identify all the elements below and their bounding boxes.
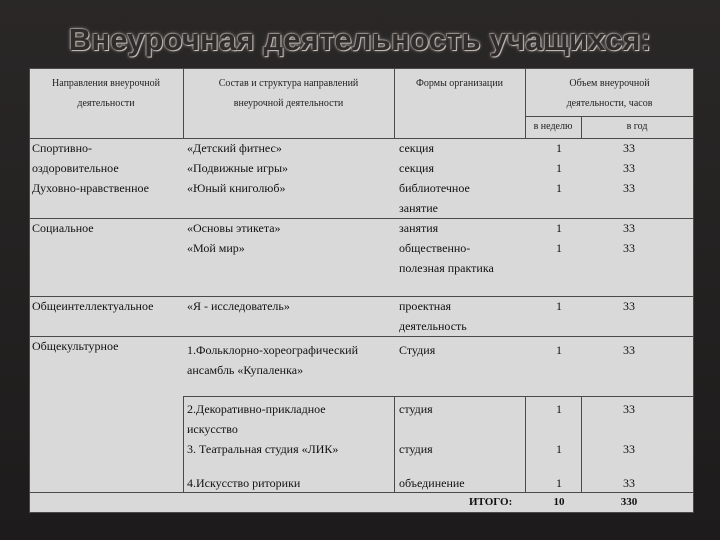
- slide-title: Внеурочная деятельность учащихся:: [68, 22, 652, 57]
- form-8: студия: [399, 402, 433, 416]
- week-6: 1: [556, 299, 562, 313]
- form-6b: деятельность: [399, 319, 467, 333]
- total-label: ИТОГО:: [469, 496, 513, 508]
- header-per-week: в неделю: [533, 121, 573, 132]
- year-8: 33: [623, 402, 635, 416]
- program-3: «Юный книголюб»: [187, 181, 286, 195]
- week-8: 1: [556, 402, 562, 416]
- direction-social: Социальное: [32, 221, 94, 235]
- total-year: 330: [620, 496, 638, 508]
- extracurricular-table: [29, 68, 694, 513]
- year-7: 33: [623, 343, 635, 357]
- program-1: «Детский фитнес»: [187, 141, 282, 155]
- direction-moral: Духовно-нравственное: [32, 181, 149, 195]
- header-direction: Направления внеурочной деятельности: [52, 78, 160, 109]
- program-7b: ансамбль «Купаленка»: [187, 363, 304, 377]
- program-7a: 1.Фольклорно-хореографический: [187, 343, 358, 357]
- form-4: занятия: [399, 221, 439, 235]
- program-10: 4.Искусство риторики: [187, 476, 301, 490]
- form-9: студия: [399, 442, 433, 456]
- year-3: 33: [623, 181, 635, 195]
- program-8b: искусство: [187, 422, 238, 436]
- total-week: 10: [553, 496, 565, 508]
- program-2: «Подвижные игры»: [187, 161, 289, 175]
- program-8a: 2.Декоративно-прикладное: [187, 402, 326, 416]
- year-4: 33: [623, 221, 635, 235]
- week-5: 1: [556, 241, 562, 255]
- header-volume: Объем внеурочной деятельности, часов: [566, 78, 653, 109]
- year-5: 33: [623, 241, 635, 255]
- program-6: «Я - исследователь»: [187, 299, 290, 313]
- year-10: 33: [623, 476, 635, 490]
- week-10: 1: [556, 476, 562, 490]
- week-9: 1: [556, 442, 562, 456]
- direction-cultural: Общекультурное: [32, 339, 119, 353]
- year-1: 33: [623, 141, 635, 155]
- week-2: 1: [556, 161, 562, 175]
- header-per-year: в год: [626, 121, 648, 132]
- form-2: секция: [399, 161, 434, 175]
- program-9: 3. Театральная студия «ЛИК»: [187, 442, 339, 456]
- form-6a: проектная: [399, 299, 452, 313]
- week-1: 1: [556, 141, 562, 155]
- form-3a: библиотечное: [399, 181, 470, 195]
- form-1: секция: [399, 141, 434, 155]
- year-6: 33: [623, 299, 635, 313]
- direction-sport-2: оздоровительное: [32, 161, 119, 175]
- direction-intellectual: Общеинтеллектуальное: [32, 299, 154, 313]
- form-3b: занятие: [399, 201, 438, 215]
- week-4: 1: [556, 221, 562, 235]
- direction-sport-1: Спортивно-: [32, 141, 93, 155]
- header-composition: Состав и структура направлений внеурочной деятельности: [218, 78, 359, 109]
- year-2: 33: [623, 161, 635, 175]
- form-5a: общественно-: [399, 241, 471, 255]
- form-7: Студия: [399, 343, 436, 357]
- form-5b: полезная практика: [399, 261, 494, 275]
- week-3: 1: [556, 181, 562, 195]
- header-forms: Формы организации: [416, 78, 503, 89]
- week-7: 1: [556, 343, 562, 357]
- form-10: объединение: [399, 476, 465, 490]
- program-4: «Основы этикета»: [187, 221, 281, 235]
- program-5: «Мой мир»: [187, 241, 245, 255]
- year-9: 33: [623, 442, 635, 456]
